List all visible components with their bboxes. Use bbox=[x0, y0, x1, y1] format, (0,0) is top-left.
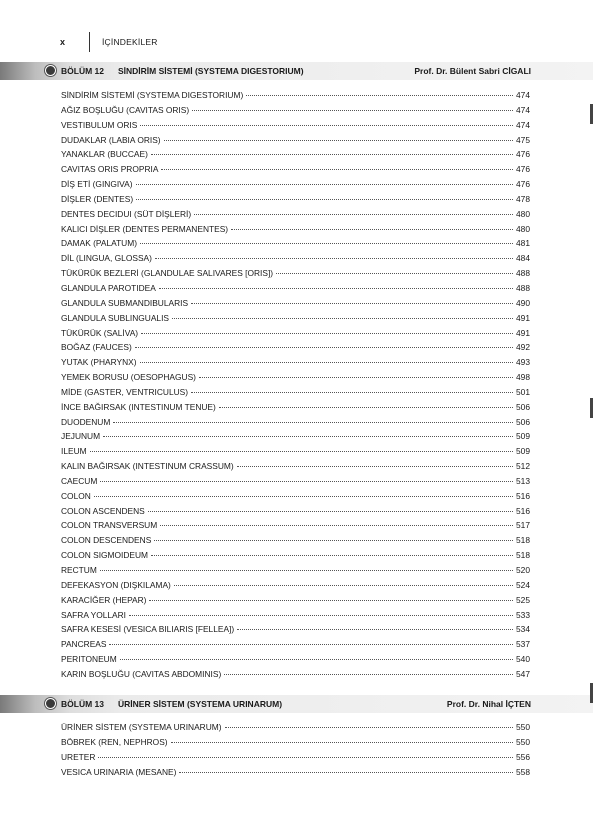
dot-leader bbox=[136, 198, 513, 200]
toc-entry-page: 547 bbox=[516, 668, 530, 679]
toc-entry[interactable] bbox=[61, 593, 530, 608]
toc-entry[interactable] bbox=[61, 563, 530, 578]
dot-leader bbox=[151, 554, 513, 556]
toc-entry-label: DUODENUM bbox=[61, 416, 111, 427]
toc-entry-label: DEFEKASYON (DIŞKILAMA) bbox=[61, 579, 171, 590]
toc-entry[interactable] bbox=[61, 177, 530, 192]
toc-entry[interactable] bbox=[61, 385, 530, 400]
chapter-number: BÖLÜM 13 bbox=[61, 699, 104, 709]
dot-leader bbox=[94, 495, 513, 497]
toc-entry[interactable] bbox=[61, 251, 530, 266]
toc-entry-label: GLANDULA SUBLINGUALIS bbox=[61, 312, 169, 323]
dot-leader bbox=[172, 317, 513, 319]
toc-entry-label: SİNDİRİM SİSTEMİ (SYSTEMA DIGESTORIUM) bbox=[61, 90, 244, 100]
dot-leader bbox=[129, 614, 513, 616]
toc-entry-label: COLON ASCENDENS bbox=[61, 505, 145, 516]
dot-leader bbox=[103, 435, 513, 437]
toc-entry-page: 476 bbox=[516, 179, 530, 190]
toc-entry[interactable] bbox=[61, 370, 530, 385]
toc-entry-page: 517 bbox=[516, 520, 530, 531]
chapter-13-bar bbox=[0, 695, 593, 713]
toc-entry[interactable] bbox=[61, 518, 530, 533]
dot-leader bbox=[151, 153, 513, 155]
chapter-13-entries bbox=[61, 720, 530, 779]
toc-entry-page: 518 bbox=[516, 535, 530, 546]
toc-entry[interactable] bbox=[61, 326, 530, 341]
toc-entry-page: 534 bbox=[516, 624, 530, 635]
toc-entry[interactable] bbox=[61, 281, 530, 296]
toc-entry[interactable] bbox=[61, 504, 530, 519]
toc-entry-label: SAFRA YOLLARI bbox=[61, 609, 127, 620]
dot-leader bbox=[140, 242, 513, 244]
dot-leader bbox=[98, 756, 513, 758]
toc-entry-label: URETER bbox=[61, 751, 96, 762]
dot-leader bbox=[141, 332, 513, 334]
dot-leader bbox=[148, 510, 513, 512]
chapter-author: Prof. Dr. Bülent Sabri CİGALI bbox=[414, 66, 531, 76]
toc-entry[interactable] bbox=[61, 637, 530, 652]
toc-entry-page: 478 bbox=[516, 193, 530, 204]
toc-entry[interactable] bbox=[61, 533, 530, 548]
dot-leader bbox=[159, 287, 513, 289]
toc-entry-label: PANCREAS bbox=[61, 639, 107, 650]
dot-leader bbox=[113, 421, 513, 423]
toc-entry-label: RECTUM bbox=[61, 565, 97, 575]
toc-entry[interactable] bbox=[61, 750, 530, 765]
toc-entry-page: 516 bbox=[516, 490, 530, 501]
toc-entry-label: COLON SIGMOIDEUM bbox=[61, 550, 149, 561]
toc-entry-label: BÖBREK (REN, NEPHROS) bbox=[61, 736, 168, 747]
toc-entry-page: 484 bbox=[516, 253, 530, 264]
toc-entry[interactable] bbox=[61, 622, 530, 637]
toc-entry-page: 550 bbox=[516, 722, 530, 732]
toc-entry-page: 488 bbox=[516, 282, 530, 293]
dot-leader bbox=[224, 673, 513, 675]
toc-entry-label: DİL (LINGUA, GLOSSA) bbox=[61, 253, 152, 264]
toc-entry[interactable] bbox=[61, 459, 530, 474]
toc-entry-label: SAFRA KESESİ (VESICA BILIARIS [FELLEA]) bbox=[61, 624, 235, 635]
toc-entry-label: YEMEK BORUSU (OESOPHAGUS) bbox=[61, 372, 196, 383]
dot-leader bbox=[231, 228, 513, 230]
dot-leader bbox=[164, 139, 513, 141]
toc-entry-label: DİŞLER (DENTES) bbox=[61, 193, 134, 204]
toc-entry[interactable] bbox=[61, 735, 530, 750]
dot-leader bbox=[179, 771, 513, 773]
chapter-bullet-icon bbox=[45, 65, 56, 76]
toc-entry[interactable] bbox=[61, 548, 530, 563]
dot-leader bbox=[174, 584, 513, 586]
toc-entry[interactable] bbox=[61, 340, 530, 355]
dot-leader bbox=[199, 376, 513, 378]
toc-entry-label: VESTIBULUM ORIS bbox=[61, 119, 138, 130]
chapter-title: SİNDİRİM SİSTEMİ (SYSTEMA DIGESTORIUM) bbox=[118, 66, 304, 76]
toc-entry[interactable] bbox=[61, 578, 530, 593]
toc-entry-label: CAVITAS ORIS PROPRIA bbox=[61, 164, 159, 175]
toc-entry-label: CAECUM bbox=[61, 475, 98, 486]
toc-entry[interactable] bbox=[61, 608, 530, 623]
dot-leader bbox=[225, 726, 513, 728]
toc-entry-page: 537 bbox=[516, 639, 530, 650]
toc-entry-page: 525 bbox=[516, 594, 530, 605]
dot-leader bbox=[109, 643, 513, 645]
toc-entry-label: DAMAK (PALATUM) bbox=[61, 238, 137, 249]
toc-entry[interactable] bbox=[61, 474, 530, 489]
toc-entry[interactable] bbox=[61, 266, 530, 281]
toc-entry[interactable] bbox=[61, 118, 530, 133]
dot-leader bbox=[237, 465, 513, 467]
dot-leader bbox=[276, 272, 513, 274]
toc-entry-page: 491 bbox=[516, 327, 530, 338]
toc-entry-page: 475 bbox=[516, 134, 530, 145]
toc-entry-page: 498 bbox=[516, 372, 530, 383]
toc-entry-label: PERITONEUM bbox=[61, 654, 117, 665]
dot-leader bbox=[149, 599, 513, 601]
toc-entry-page: 512 bbox=[516, 461, 530, 472]
dot-leader bbox=[154, 539, 513, 541]
toc-entry[interactable] bbox=[61, 355, 530, 370]
toc-entry[interactable] bbox=[61, 133, 530, 148]
toc-entry-label: DİŞ ETİ (GINGIVA) bbox=[61, 179, 133, 190]
dot-leader bbox=[191, 391, 513, 393]
toc-entry-page: 488 bbox=[516, 268, 530, 279]
toc-entry[interactable] bbox=[61, 652, 530, 667]
toc-entry[interactable] bbox=[61, 236, 530, 251]
dot-leader bbox=[155, 257, 513, 259]
dot-leader bbox=[194, 213, 513, 215]
toc-entry-page: 524 bbox=[516, 579, 530, 590]
toc-entry[interactable] bbox=[61, 400, 530, 415]
toc-entry[interactable] bbox=[61, 667, 530, 682]
toc-entry[interactable] bbox=[61, 720, 530, 735]
chapter-number: BÖLÜM 12 bbox=[61, 66, 104, 76]
toc-entry-page: 513 bbox=[516, 475, 530, 486]
dot-leader bbox=[237, 628, 513, 630]
chapter-title: ÜRİNER SİSTEM (SYSTEMA URINARUM) bbox=[118, 699, 283, 709]
chapter-12-bar bbox=[0, 62, 593, 80]
dot-leader bbox=[161, 168, 513, 170]
toc-entry-page: 558 bbox=[516, 766, 530, 777]
toc-entry-page: 540 bbox=[516, 654, 530, 665]
toc-entry[interactable] bbox=[61, 207, 530, 222]
toc-entry-label: ILEUM bbox=[61, 446, 87, 457]
toc-entry-label: YANAKLAR (BUCCAE) bbox=[61, 149, 148, 160]
toc-entry-label: GLANDULA PAROTIDEA bbox=[61, 282, 156, 293]
toc-entry-label: AĞIZ BOŞLUĞU (CAVITAS ORIS) bbox=[61, 104, 190, 115]
dot-leader bbox=[192, 109, 513, 111]
dot-leader bbox=[246, 94, 513, 96]
toc-entry[interactable] bbox=[61, 162, 530, 177]
dot-leader bbox=[171, 741, 513, 743]
dot-leader bbox=[135, 346, 513, 348]
toc-entry-page: 533 bbox=[516, 609, 530, 620]
toc-entry-label: TÜKÜRÜK BEZLERİ (GLANDULAE SALIVARES [ORIS]) bbox=[61, 268, 274, 279]
toc-entry-label: MİDE (GASTER, VENTRICULUS) bbox=[61, 386, 189, 397]
dot-leader bbox=[160, 524, 513, 526]
toc-entry-label: KARACİĞER (HEPAR) bbox=[61, 594, 147, 605]
toc-entry-label: COLON TRANSVERSUM bbox=[61, 520, 158, 531]
toc-entry-label: İNCE BAĞIRSAK (INTESTINUM TENUE) bbox=[61, 401, 216, 412]
toc-entry-page: 480 bbox=[516, 223, 530, 234]
toc-entry-label: BOĞAZ (FAUCES) bbox=[61, 342, 132, 353]
toc-entry[interactable] bbox=[61, 192, 530, 207]
toc-entry-page: 474 bbox=[516, 104, 530, 115]
toc-entry-page: 492 bbox=[516, 342, 530, 353]
toc-entry-label: KARIN BOŞLUĞU (CAVITAS ABDOMINIS) bbox=[61, 668, 222, 679]
toc-entry-label: DENTES DECIDUI (SÜT DİŞLERİ) bbox=[61, 208, 192, 219]
toc-entry-page: 516 bbox=[516, 505, 530, 516]
toc-entry-label: DUDAKLAR (LABIA ORIS) bbox=[61, 134, 161, 145]
chapter-12-entries bbox=[61, 88, 530, 682]
toc-entry-label: VESICA URINARIA (MESANE) bbox=[61, 766, 177, 777]
toc-entry-page: 501 bbox=[516, 386, 530, 397]
toc-entry[interactable] bbox=[61, 444, 530, 459]
header-divider bbox=[89, 32, 90, 52]
dot-leader bbox=[191, 302, 513, 304]
toc-entry-page: 493 bbox=[516, 357, 530, 368]
toc-entry-label: ÜRİNER SİSTEM (SYSTEMA URINARUM) bbox=[61, 722, 222, 732]
toc-entry-page: 476 bbox=[516, 149, 530, 160]
dot-leader bbox=[136, 183, 514, 185]
toc-entry-page: 518 bbox=[516, 550, 530, 561]
dot-leader bbox=[140, 361, 513, 363]
toc-entry-page: 550 bbox=[516, 736, 530, 747]
header-title: İÇİNDEKİLER bbox=[102, 37, 158, 47]
toc-entry[interactable] bbox=[61, 489, 530, 504]
toc-entry-page: 491 bbox=[516, 312, 530, 323]
toc-entry-page: 556 bbox=[516, 751, 530, 762]
toc-entry[interactable] bbox=[61, 311, 530, 326]
toc-entry[interactable] bbox=[61, 103, 530, 118]
toc-entry[interactable] bbox=[61, 222, 530, 237]
toc-entry-page: 474 bbox=[516, 119, 530, 130]
dot-leader bbox=[120, 658, 513, 660]
toc-entry[interactable] bbox=[61, 88, 530, 103]
toc-entry-page: 476 bbox=[516, 164, 530, 175]
dot-leader bbox=[100, 569, 513, 571]
toc-entry-label: GLANDULA SUBMANDIBULARIS bbox=[61, 297, 189, 308]
chapter-bullet-icon bbox=[45, 698, 56, 709]
toc-entry-label: YUTAK (PHARYNX) bbox=[61, 357, 137, 368]
chapter-author: Prof. Dr. Nihal İÇTEN bbox=[446, 699, 531, 709]
toc-entry[interactable] bbox=[61, 296, 530, 311]
toc-entry-label: COLON DESCENDENS bbox=[61, 535, 152, 546]
toc-entry-page: 506 bbox=[516, 401, 530, 412]
toc-entry-page: 509 bbox=[516, 431, 530, 442]
toc-entry-page: 520 bbox=[516, 565, 530, 575]
toc-entry-label: KALIN BAĞIRSAK (INTESTINUM CRASSUM) bbox=[61, 461, 234, 472]
toc-entry-page: 506 bbox=[516, 416, 530, 427]
page-number: x bbox=[60, 37, 66, 47]
toc-entry[interactable] bbox=[61, 147, 530, 162]
dot-leader bbox=[90, 450, 513, 452]
toc-entry-label: TÜKÜRÜK (SALİVA) bbox=[61, 327, 139, 338]
toc-entry-page: 509 bbox=[516, 446, 530, 457]
toc-entry-label: JEJUNUM bbox=[61, 431, 101, 442]
toc-entry[interactable] bbox=[61, 429, 530, 444]
dot-leader bbox=[140, 124, 513, 126]
toc-entry[interactable] bbox=[61, 415, 530, 430]
dot-leader bbox=[219, 406, 513, 408]
toc-entry-page: 490 bbox=[516, 297, 530, 308]
toc-entry-page: 481 bbox=[516, 238, 530, 249]
toc-entry-label: COLON bbox=[61, 490, 91, 501]
toc-entry-page: 474 bbox=[516, 90, 530, 100]
dot-leader bbox=[100, 480, 513, 482]
toc-entry-label: KALICI DİŞLER (DENTES PERMANENTES) bbox=[61, 223, 229, 234]
toc-entry-page: 480 bbox=[516, 208, 530, 219]
toc-entry[interactable] bbox=[61, 765, 530, 780]
